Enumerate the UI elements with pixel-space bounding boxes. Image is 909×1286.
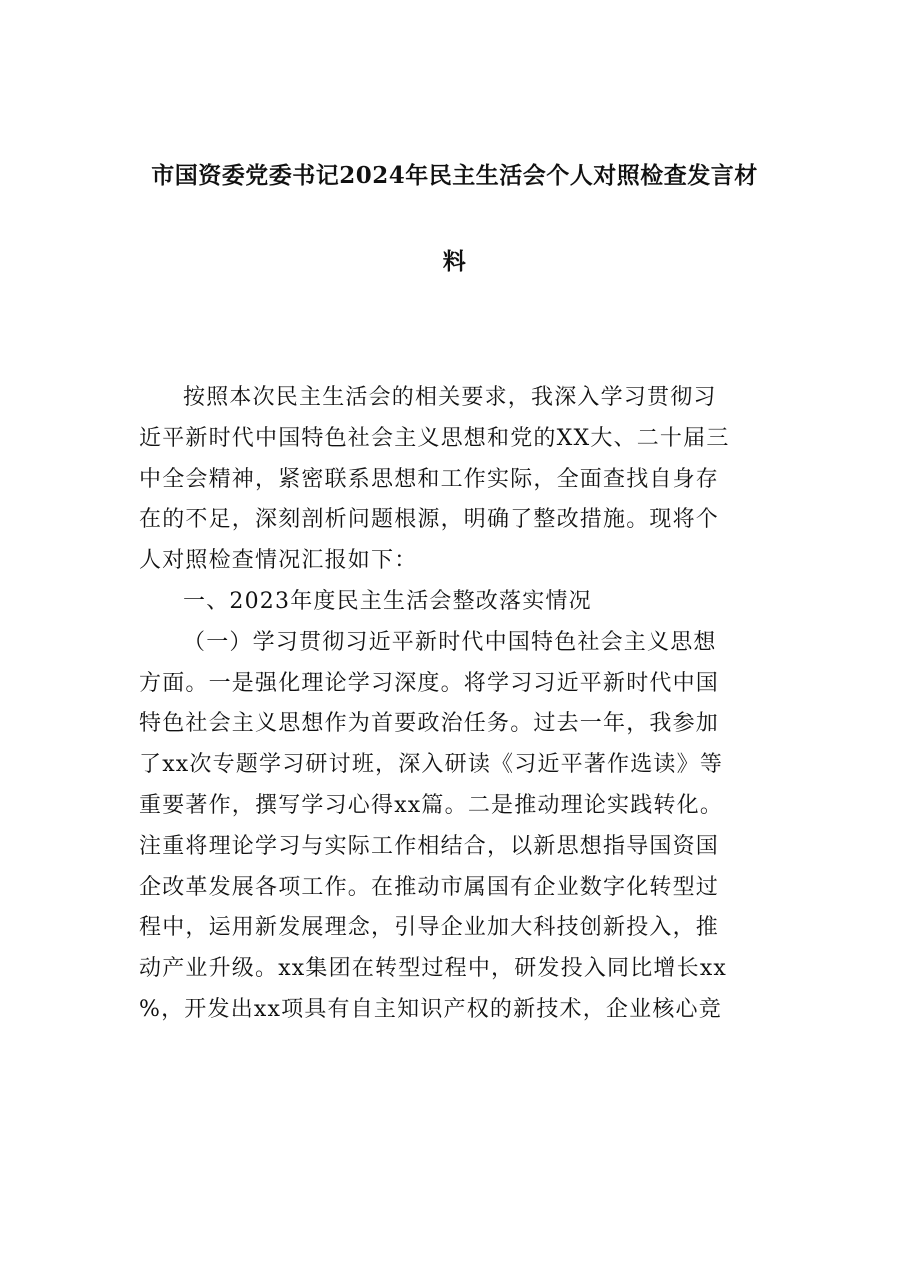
paragraph-line: 重要著作，撰写学习心得xx篇。二是推动理论实践转化。 [139, 792, 724, 818]
paragraph-line: 动产业升级。xx集团在转型过程中，研发投入同比增长xx [139, 956, 728, 982]
paragraph-line: 近平新时代中国特色社会主义思想和党的XX大、二十届三 [139, 425, 730, 451]
paragraph-line: 企改革发展各项工作。在推动市属国有企业数字化转型过 [139, 874, 720, 900]
document-body [139, 378, 779, 1031]
paragraph-line: 了xx次专题学习研讨班，深入研读《习近平著作选读》等 [139, 752, 724, 778]
paragraph-line: 注重将理论学习与实际工作相结合，以新思想指导国资国 [139, 833, 720, 859]
document-title-line-1: 市国资委党委书记2024年民主生活会个人对照检查发言材 [151, 162, 758, 189]
paragraph-line: %，开发出xx项具有自主知识产权的新技术，企业核心竞 [139, 996, 722, 1022]
document-title-line-2: 料 [442, 248, 467, 275]
paragraph-line: 程中，运用新发展理念，引导企业加大科技创新投入，推 [139, 915, 720, 941]
paragraph-line: 在的不足，深刻剖析问题根源，明确了整改措施。现将个 [139, 507, 720, 533]
paragraph-line: 方面。一是强化理论学习深度。将学习习近平新时代中国 [139, 670, 720, 696]
paragraph-line: 人对照检查情况汇报如下： [139, 548, 418, 574]
paragraph-line: 中全会精神，紧密联系思想和工作实际，全面查找自身存 [139, 466, 720, 492]
subsection-heading-line: （一）学习贯彻习近平新时代中国特色社会主义思想 [183, 629, 717, 655]
section-heading: 一、2023年度民主生活会整改落实情况 [183, 588, 592, 614]
paragraph-line: 特色社会主义思想作为首要政治任务。过去一年，我参加 [139, 711, 720, 737]
paragraph-line: 按照本次民主生活会的相关要求，我深入学习贯彻习 [183, 385, 717, 410]
